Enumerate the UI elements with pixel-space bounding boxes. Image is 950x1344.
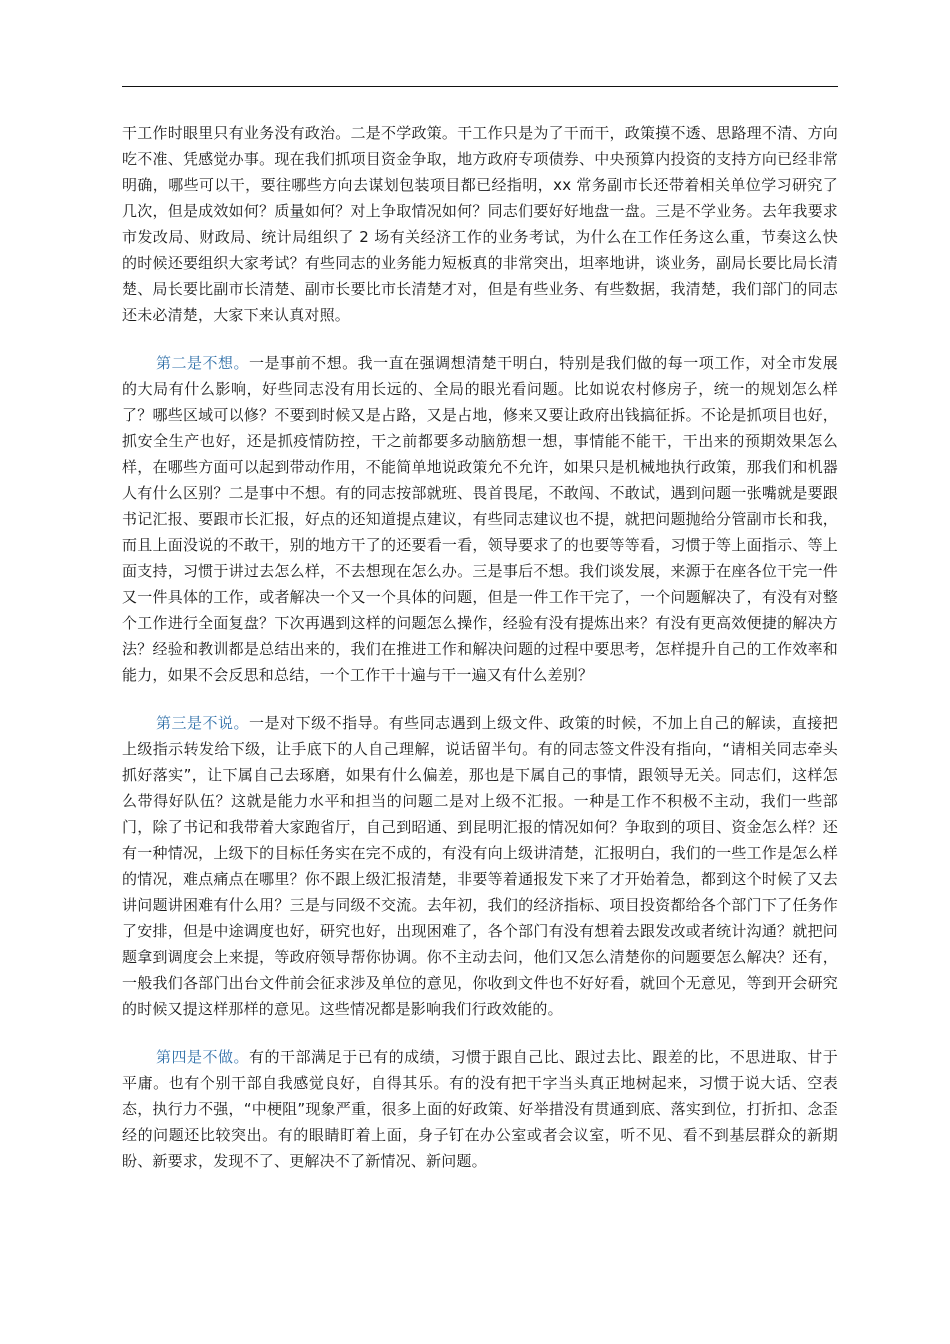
paragraph-third-not-speak [122,710,838,1022]
document-body [122,120,838,1196]
paragraph-text: 一是事前不想。我一直在强调想清楚干明白，特别是我们做的每一项工作，对全市发展的大局有什么影响，好些同志没有用长远的、全局的眼光看问题。比如说农村修房子，统一的规划怎么样了？哪些区域可以修？不要到时候又是占路，又是占地，修来又要让政府出钱搞征拆。不论是抓项目也好，抓安全生产也好，还是抓疫情防控，干之前都要多动脑筋想一想，事情能不能干，干出来的预期效果怎么样，在哪些方面可以起到带动作用，不能简单地说政策允不允许，如果只是机械地执行政策，那我们和机器人有什么区别？二是事中不想。有的同志按部就班、畏首畏尾，不敢闯、不敢试，遇到问题一张嘴就是要跟书记汇报、要跟市长汇报，好点的还知道提点建议，有些同志建议也不提，就把问题抛给分管副市长和我，而且上面没说的不敢干，别的地方干了的还要看一看，领导要求了的也要等等看，习惯于等上面指示、等上面支持，习惯于讲过去怎么样，不去想现在怎么办。三是事后不想。我们谈发展，来源于在座各位干完一件又一件具体的工作，或者解决一个又一个具体的问题，但是一件工作干完了，一个问题解决了，有没有对整个工作进行全面复盘？下次再遇到这样的问题怎么操作，经验有没有提炼出来？有没有更高效便捷的解决方法？经验和教训都是总结出来的，我们在推进工作和解决问题的过程中要思考，怎样提升自己的工作效率和能力，如果不会反思和总结，一个工作干十遍与干一遍又有什么差别？ [122,354,838,684]
paragraph-text: 有的干部满足于已有的成绩，习惯于跟自己比、跟过去比、跟差的比，不思进取、甘于平庸。也有个别干部自我感觉良好，自得其乐。有的没有把干字当头真正地树起来，习惯于说大话、空表态，执行力不强，“中梗阻”现象严重，很多上面的好政策、好举措没有贯通到底、落实到位，打折扣、念歪经的问题还比较突出。有的眼睛盯着上面，身子钉在办公室或者会议室，听不见、看不到基层群众的新期盼、新要求，发现不了、更解决不了新情况、新问题。 [122,1048,838,1170]
paragraph-text: 一是对下级不指导。有些同志遇到上级文件、政策的时候，不加上自己的解读，直接把上级指示转发给下级，让手底下的人自己理解，说话留半句。有的同志签文件没有指向，“请相关同志牵头抓好落实”，让下属自己去琢磨，如果有什么偏差，那也是下属自己的事情，跟领导无关。同志们，这样怎么带得好队伍？这就是能力水平和担当的问题二是对上级不汇报。一种是工作不积极不主动，我们一些部门，除了书记和我带着大家跑省厅，自己到昭通、到昆明汇报的情况如何？争取到的项目、资金怎么样？还有一种情况，上级下的目标任务实在完不成的，有没有向上级讲清楚，汇报明白，我们的一些工作是怎么样的情况，难点痛点在哪里？你不跟上级汇报清楚，非要等着通报发下来了才开始着急，都到这个时候了又去讲问题讲困难有什么用？三是与同级不交流。去年初，我们的经济指标、项目投资都给各个部门下了任务作了安排，但是中途调度也好，研究也好，出现困难了，各个部门有没有想着去跟发改或者统计沟通？就把问题拿到调度会上来提，等政府领导帮你协调。你不主动去问，他们又怎么清楚你的问题要怎么解决？还有，一般我们各部门出台文件前会征求涉及单位的意见，你收到文件也不好好看，就回个无意见，等到开会研究的时候又提这样那样的意见。这些情况都是影响我们行政效能的。 [122,714,838,1018]
paragraph-second-not-think [122,350,838,688]
section-heading-third: 第三是不说。 [156,714,250,732]
paragraph-fourth-not-do [122,1044,838,1174]
paragraph-text: 干工作时眼里只有业务没有政治。二是不学政策。干工作只是为了干而干，政策摸不透、思路理不清、方向吃不准、凭感觉办事。现在我们抓项目资金争取，地方政府专项债券、中央预算内投资的支持方向已经非常明确，哪些可以干，要往哪些方向去谋划包装项目都已经指明，xx 常务副市长还带着相关单位学习研究了几次，但是成效如何？质量如何？对上争取情况如何？同志们要好好地盘一盘。三是不学业务。去年我要求市发改局、财政局、统计局组织了 2 场有关经济工作的业务考试，为什么在工作任务这么重，节奏这么快的时候还要组织大家考试？有些同志的业务能力短板真的非常突出，坦率地讲，谈业务，副局长要比局长清楚、局长要比副市长清楚、副市长要比市长清楚才对，但是有些业务、有些数据，我清楚，我们部门的同志还未必清楚，大家下来认真对照。 [122,124,838,324]
section-heading-second: 第二是不想。 [156,354,250,372]
paragraph-continuation [122,120,838,328]
section-heading-fourth: 第四是不做。 [156,1048,250,1066]
header-rule [122,86,838,87]
